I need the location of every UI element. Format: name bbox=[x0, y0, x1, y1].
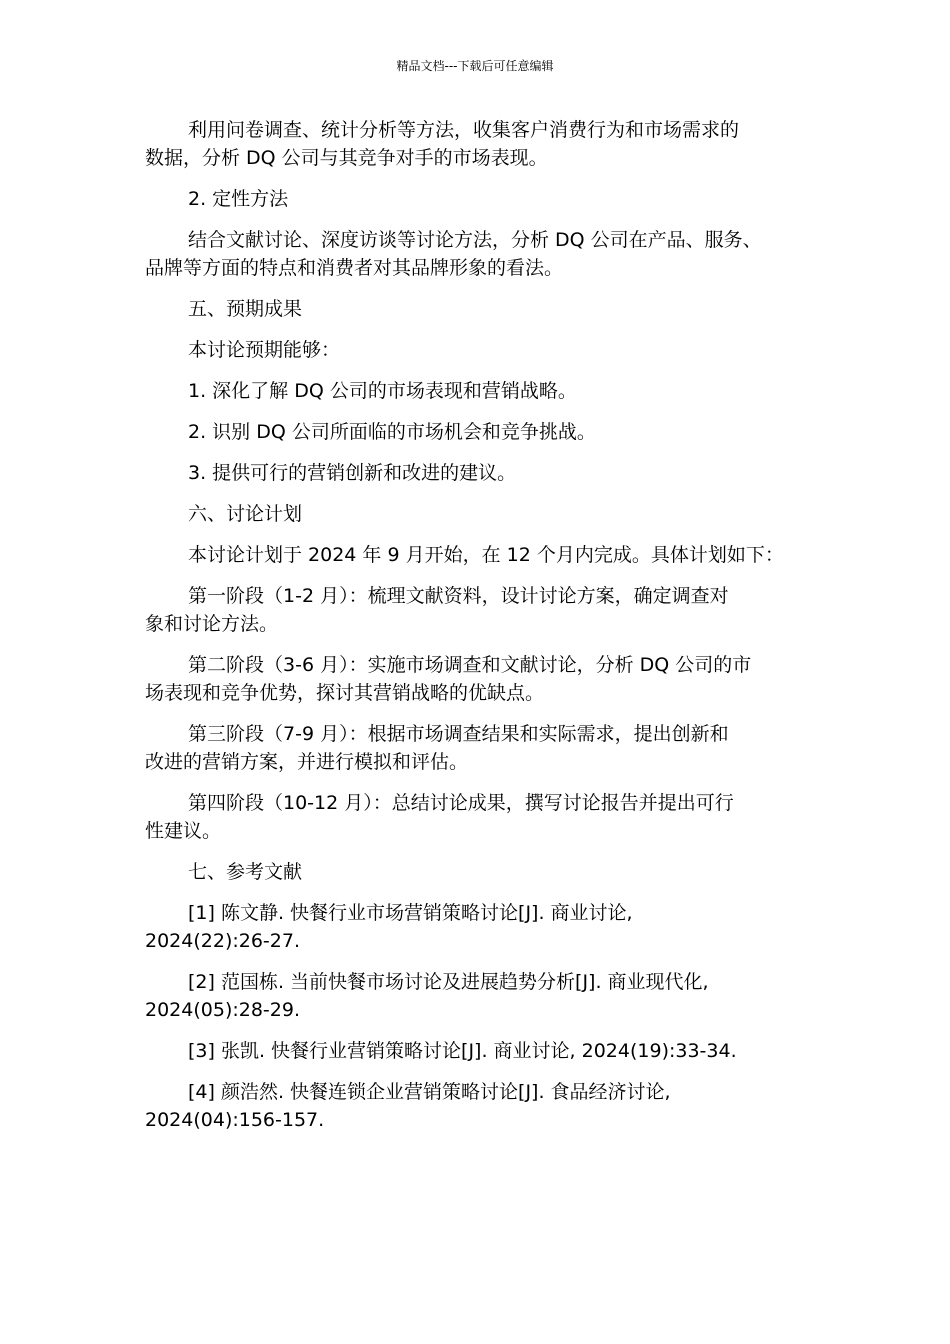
paragraph-line: 改进的营销方案，并进行模拟和评估。 bbox=[145, 751, 469, 773]
paragraph bbox=[145, 116, 825, 172]
paragraph-line: 第四阶段（10-12 月）：总结讨论成果，撰写讨论报告并提出可行 bbox=[188, 792, 734, 814]
paragraph-line: 第三阶段（7-9 月）：根据市场调查结果和实际需求，提出创新和 bbox=[188, 723, 729, 745]
paragraph-line: 场表现和竞争优势，探讨其营销战略的优缺点。 bbox=[145, 682, 545, 704]
paragraph-line: 2. 识别 DQ 公司所面临的市场机会和竞争挑战。 bbox=[188, 421, 596, 443]
paragraph-line: 数据，分析 DQ 公司与其竞争对手的市场表现。 bbox=[145, 147, 548, 169]
paragraph-line: 第一阶段（1-2 月）：梳理文献资料，设计讨论方案，确定调查对 bbox=[188, 585, 729, 607]
paragraph bbox=[145, 377, 825, 405]
paragraph-line: 2. 定性方法 bbox=[188, 188, 289, 210]
paragraph-line: 3. 提供可行的营销创新和改进的建议。 bbox=[188, 462, 517, 484]
paragraph-line: 2024(04):156-157. bbox=[145, 1109, 325, 1131]
paragraph bbox=[145, 336, 825, 364]
paragraph-line: 利用问卷调查、统计分析等方法，收集客户消费行为和市场需求的 bbox=[188, 119, 740, 141]
paragraph bbox=[145, 500, 825, 528]
paragraph bbox=[145, 899, 825, 955]
paragraph bbox=[145, 541, 825, 569]
paragraph bbox=[145, 418, 825, 446]
paragraph-line: 象和讨论方法。 bbox=[145, 613, 279, 635]
paragraph-line: 1. 深化了解 DQ 公司的市场表现和营销战略。 bbox=[188, 380, 577, 402]
paragraph-line: 六、讨论计划 bbox=[188, 503, 303, 525]
paragraph bbox=[145, 968, 825, 1024]
paragraph bbox=[145, 459, 825, 487]
paragraph-line: [1] 陈文静. 快餐行业市场营销策略讨论[J]. 商业讨论, bbox=[188, 902, 633, 924]
paragraph-line: 本讨论预期能够： bbox=[188, 339, 341, 361]
paragraph bbox=[145, 789, 825, 845]
document-body bbox=[145, 116, 825, 1147]
paragraph bbox=[145, 185, 825, 213]
paragraph-line: 2024(05):28-29. bbox=[145, 999, 301, 1021]
paragraph bbox=[145, 226, 825, 282]
paragraph-line: 结合文献讨论、深度访谈等讨论方法，分析 DQ 公司在产品、服务、 bbox=[188, 229, 762, 251]
paragraph bbox=[145, 1037, 825, 1065]
paragraph bbox=[145, 295, 825, 323]
paragraph bbox=[145, 651, 825, 707]
paragraph bbox=[145, 858, 825, 886]
page-header: 精品文档---下载后可任意编辑 bbox=[396, 59, 554, 73]
paragraph-line: 五、预期成果 bbox=[188, 298, 303, 320]
paragraph bbox=[145, 582, 825, 638]
paragraph-line: [3] 张凯. 快餐行业营销策略讨论[J]. 商业讨论, 2024(19):33-34. bbox=[188, 1040, 737, 1062]
paragraph bbox=[145, 1078, 825, 1134]
paragraph-line: [4] 颜浩然. 快餐连锁企业营销策略讨论[J]. 食品经济讨论, bbox=[188, 1081, 671, 1103]
paragraph-line: 品牌等方面的特点和消费者对其品牌形象的看法。 bbox=[145, 257, 564, 279]
paragraph-line: 性建议。 bbox=[145, 820, 222, 842]
paragraph-line: 本讨论计划于 2024 年 9 月开始，在 12 个月内完成。具体计划如下： bbox=[188, 544, 784, 566]
paragraph-line: 第二阶段（3-6 月）：实施市场调查和文献讨论，分析 DQ 公司的市 bbox=[188, 654, 752, 676]
paragraph-line: [2] 范国栋. 当前快餐市场讨论及进展趋势分析[J]. 商业现代化, bbox=[188, 971, 709, 993]
paragraph-line: 2024(22):26-27. bbox=[145, 930, 301, 952]
paragraph-line: 七、参考文献 bbox=[188, 861, 303, 883]
paragraph bbox=[145, 720, 825, 776]
